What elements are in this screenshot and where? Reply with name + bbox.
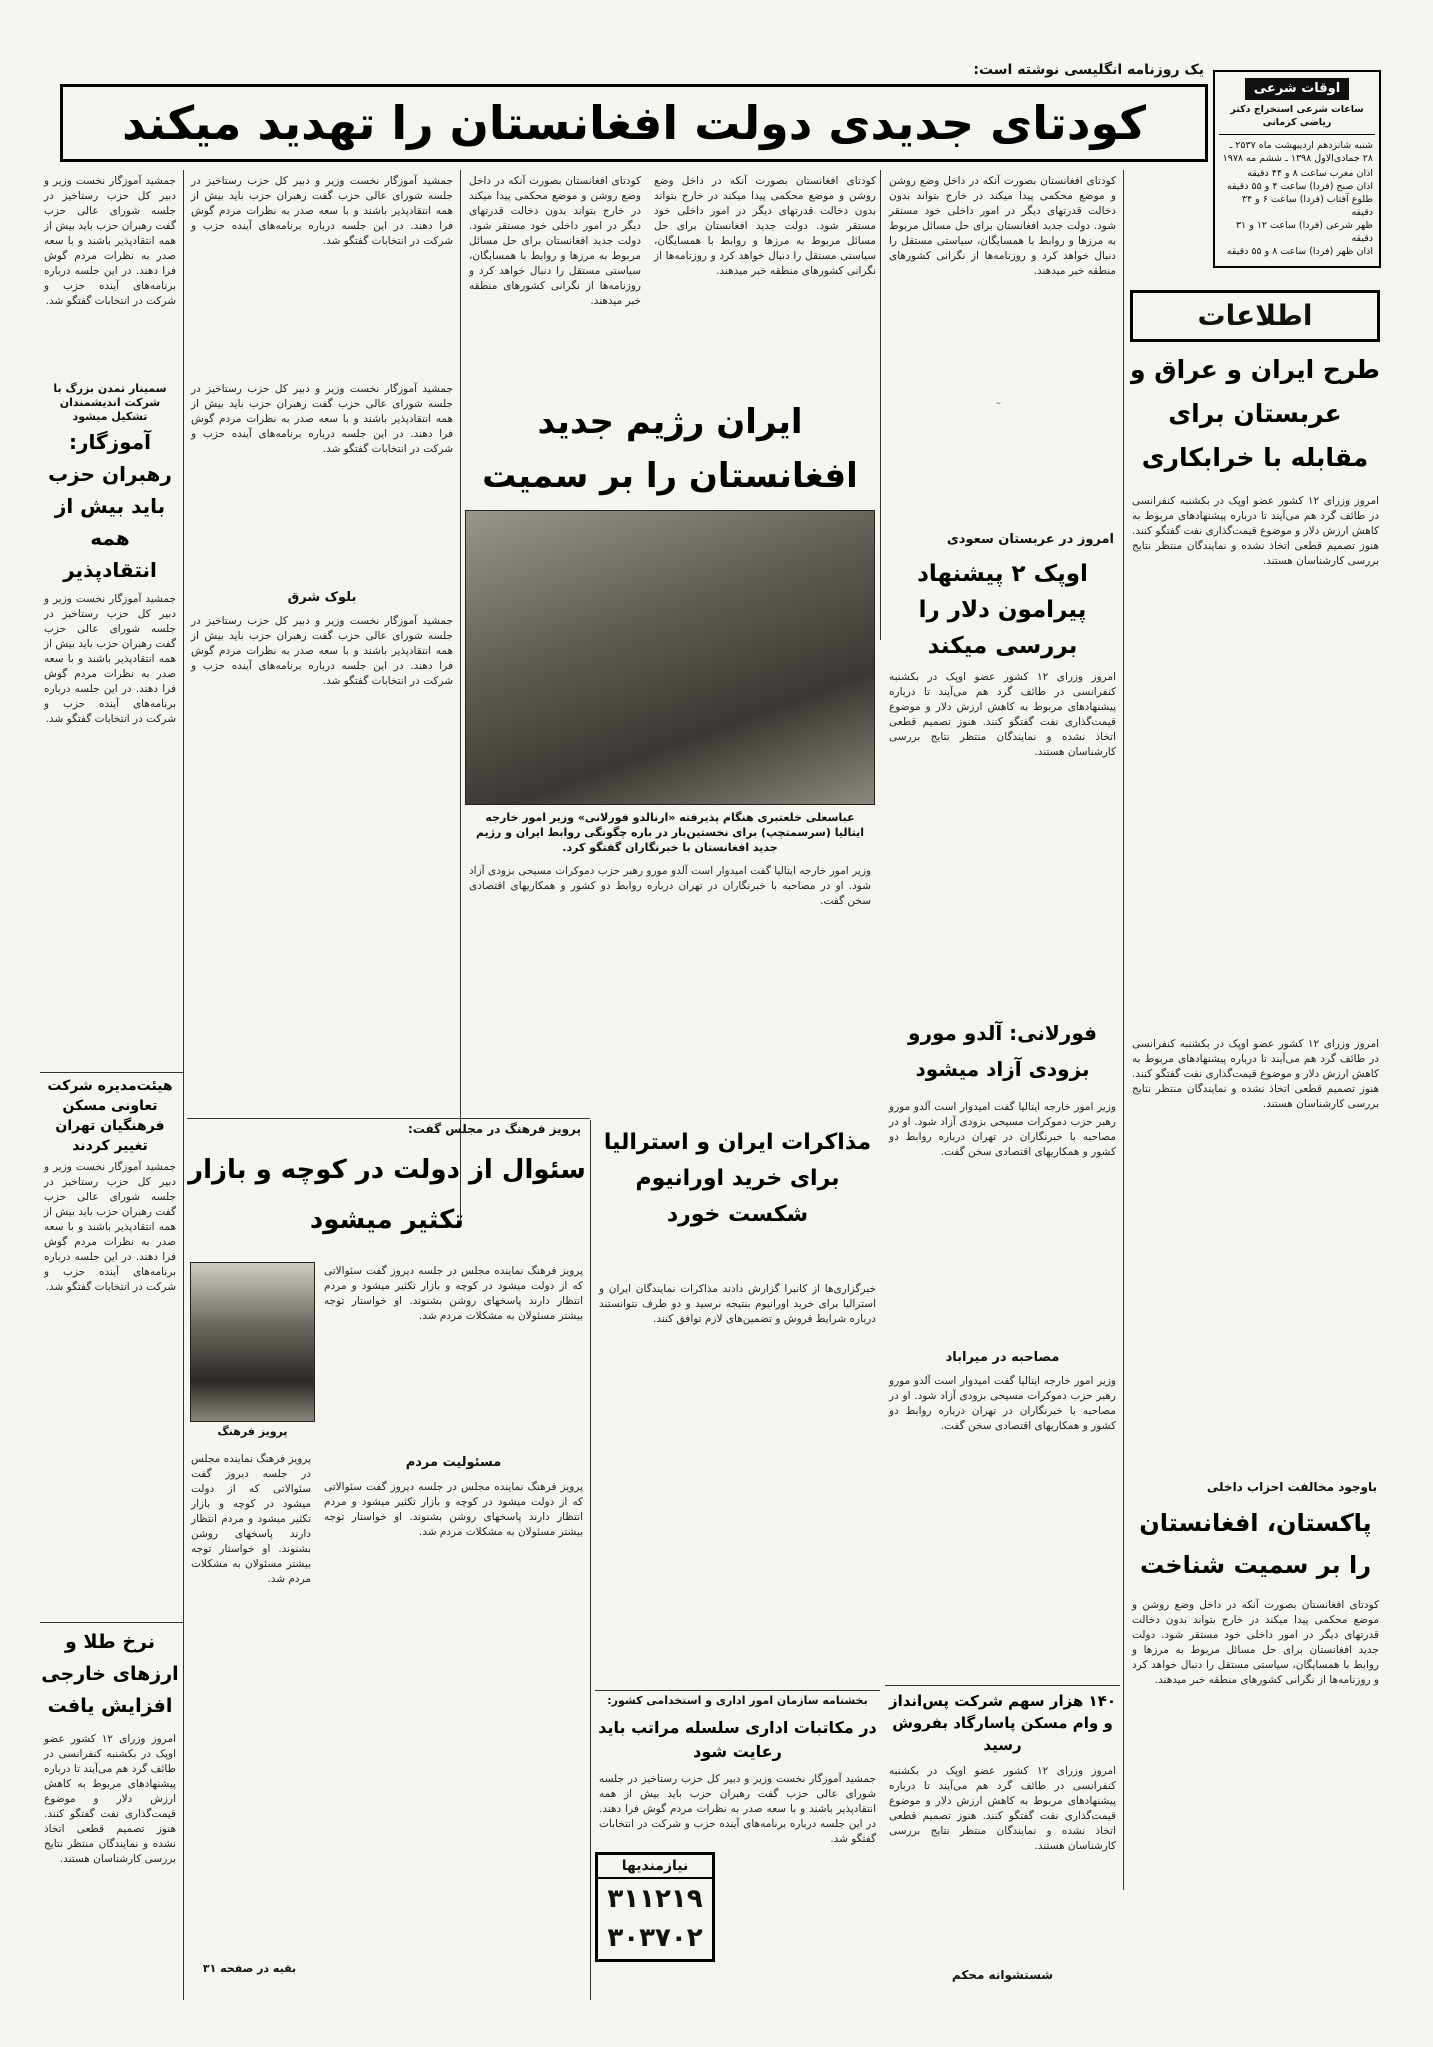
body-text-a2: کودتای افغانستان بصورت آنکه در داخل وضع روشن و موضع محکمی پیدا میکند در خارج بتواند بدون دخالت قدرتهای دیگر در امور داخلی خود مستقر شود. دولت جدید افغانستان برای حل مسائل مربوط به مرزها و روابط با همسایگان، سیاستی مستقل را دنبال خواهد کرد و روزنامه‌ها از نگرانی کشورهای منطقه خبر میدهند.: [654, 175, 876, 277]
forlani-headline: فورلانی: آلدو مورو بزودی آزاد میشود: [908, 1021, 1097, 1081]
cooperative-headline: هیئت‌مدیره شرکت تعاونی مسکن فرهنگیان تهران تغییر کردند: [47, 1078, 173, 1154]
iran-afghan-headline: ایران رژیم جدید افغانستان را بر سمیت: [482, 402, 858, 496]
civil-service-kicker: بخشنامه سازمان امور اداری و استخدامی کشور:: [607, 1694, 868, 1707]
masthead-headline: کودتای جدیدی دولت افغانستان را تهدید میکند: [60, 84, 1208, 162]
gold-headline: نرخ طلا و ارزهای خارجی افزایش یافت: [41, 1631, 179, 1717]
pakistan-headline: پاکستان، افغانستان را بر سمیت شناخت: [1139, 1509, 1372, 1579]
amouzegar-headline: آموزگار: رهبران حزب باید بیش از همه انتقادپذیر: [48, 430, 172, 582]
amouzegar-kicker: سمینار تمدن بزرگ با شرکت اندیشمندان تشکیل میشود: [53, 382, 167, 423]
calendar-time-4: اذان ظهر (فردا) ساعت ۸ و ۵۵ دقیقه: [1226, 246, 1373, 257]
opec-headline: اوپک ۲ پیشنهاد پیرامون دلار را بررسی میکند: [917, 561, 1088, 659]
opec-kicker: امروز در عربستان سعودی: [946, 532, 1114, 547]
ads-phone-1: ۳۱۱۲۱۹: [607, 1884, 703, 1914]
calendar-box: [1213, 70, 1381, 268]
body-text-a3: کودتای افغانستان بصورت آنکه در داخل وضع روشن و موضع محکمی پیدا میکند در خارج بتواند بدون دخالت قدرتهای دیگر در امور داخلی خود مستقر شود. دولت جدید افغانستان برای حل مسائل مربوط به مرزها و روابط با همسایگان، سیاستی مستقل را دنبال خواهد کرد و روزنامه‌ها از نگرانی کشورهای منطقه خبر میدهند.: [469, 175, 641, 307]
ads-box[interactable]: [595, 1852, 715, 1962]
body-text-a: کودتای افغانستان بصورت آنکه در داخل وضع روشن و موضع محکمی پیدا میکند در خارج بتواند بدون دخالت قدرتهای دیگر در امور داخلی خود مستقر شود. دولت جدید افغانستان برای حل مسائل مربوط به مرزها و روابط با همسایگان، سیاستی مستقل را دنبال خواهد کرد و روزنامه‌ها از نگرانی کشورهای منطقه خبر میدهند.: [889, 175, 1116, 277]
calendar-logo: اوقات شرعی: [1245, 78, 1349, 100]
ads-label: نیازمندیها: [598, 1855, 712, 1879]
body-text-c: جمشید آموزگار نخست وزیر و دبیر کل حزب رستاخیز در جلسه شورای عالی حزب گفت رهبران حزب باید بیش از همه انتقادپذیر باشند و با سعه صدر به نظرات مردم گوش فرا دهند. در این جلسه درباره برنامه‌های آینده حزب و شرکت در انتخابات گفتگو شد.: [191, 175, 453, 247]
iran-afghan-caption: عباسعلی خلعتبری هنگام پذیرفته «ارنالدو فورلانی» وزیر امور خارجه ایتالیا (سرسمتچپ) برای نخستین‌بار در باره چگونگی روابط ایران و رژیم جدید افغانستان با خبرنگاران گفتگو کرد.: [475, 811, 865, 854]
farhang-photo: [190, 1262, 315, 1422]
forlani-subhead: مصاحبه در میراباد: [945, 1350, 1060, 1365]
housing-body: امروز وزرای ۱۲ کشور عضو اوپک در بکشنبه کنفرانسی در طائف گرد هم می‌آیند تا درباره پیشنهادهای مربوط به کاهش ارزش دلار و موضوع قیمت‌گذاری نفت گفتگو کنند. هنوز تصمیم قطعی اتخاذ نشده و نمایندگان منتظر نتایج بررسی کارشناسان هستند.: [889, 1765, 1116, 1852]
forlani-body: وزیر امور خارجه ایتالیا گفت امیدوار است آلدو مورو رهبر حزب دموکرات مسیحی بزودی آزاد شود. او در مصاحبه با خبرنگاران در تهران درباره روابط دو کشور و همکاریهای اقتصادی سخن گفت.: [889, 1101, 1116, 1158]
question-body-1: پرویز فرهنگ نماینده مجلس در جلسه دیروز گفت سئوالاتی که از دولت میشود در کوچه و بازار تکثیر میشود و مردم انتظار دارند پاسخهای روشن بشنوند. او خواستار توجه بیشتر مسئولان به مشکلات مردم شد.: [324, 1265, 583, 1322]
cooperative-body: جمشید آموزگار نخست وزیر و دبیر کل حزب رستاخیز در جلسه شورای عالی حزب گفت رهبران حزب باید بیش از همه انتقادپذیر باشند و با سعه صدر به نظرات مردم گوش فرا دهند. در این جلسه درباره برنامه‌های آینده حزب و شرکت در انتخابات گفتگو شد.: [44, 1161, 176, 1293]
gold-footer: بقیه در صفحه ۳۱: [202, 1962, 297, 1975]
calendar-date: شنبه شانزدهم اردیبهشت ماه ۲۵۳۷ ـ ۲۸ جمادی‌الاول ۱۳۹۸ ـ ششم مه ۱۹۷۸: [1222, 140, 1373, 164]
question-subhead: مسئولیت مردم: [405, 1455, 502, 1470]
question-headline: سئوال از دولت در کوچه و بازار تکثیر میشود: [188, 1155, 586, 1235]
opec-body: امروز وزرای ۱۲ کشور عضو اوپک در بکشنبه کنفرانسی در طائف گرد هم می‌آیند تا درباره پیشنهادهای مربوط به کاهش ارزش دلار و موضوع قیمت‌گذاری نفت گفتگو کنند. هنوز تصمیم قطعی اتخاذ نشده و نمایندگان منتظر نتایج بررسی کارشناسان هستند.: [889, 671, 1116, 758]
gold-body: امروز وزرای ۱۲ کشور عضو اوپک در بکشنبه کنفرانسی در طائف گرد هم می‌آیند تا درباره پیشنهادهای مربوط به کاهش ارزش دلار و موضوع قیمت‌گذاری نفت گفتگو کنند. هنوز تصمیم قطعی اتخاذ نشده و نمایندگان منتظر نتایج بررسی کارشناسان هستند.: [44, 1733, 176, 1865]
pakistan-body: کودتای افغانستان بصورت آنکه در داخل وضع روشن و موضع محکمی پیدا میکند در خارج بتواند بدون دخالت قدرتهای دیگر در امور داخلی خود مستقر شود. دولت جدید افغانستان برای حل مسائل مربوط به مرزها و روابط با همسایگان، سیاستی مستقل را دنبال خواهد کرد و روزنامه‌ها از نگرانی کشورهای منطقه خبر میدهند.: [1132, 1599, 1379, 1686]
masthead-kicker: یک روزنامه انگلیسی نوشته است:: [973, 62, 1204, 78]
australia-body: خبرگزاری‌ها از کانبرا گزارش دادند مذاکرات نمایندگان ایران و استرالیا برای خرید اورانیوم بنتیجه نرسید و دو طرف نتوانستند درباره شرایط فروش و تضمین‌های لازم توافق کنند.: [599, 1283, 876, 1325]
bloc-subhead: بلوک شرق: [287, 590, 357, 605]
calendar-source: ساعات شرعی استخراج دکتر ریاضی کرمانی: [1230, 104, 1364, 128]
forlani-khalatbari-photo: [465, 510, 875, 805]
farhang-photo-caption: پرویز فرهنگ: [217, 1425, 288, 1438]
diplomatic-banner: اطلاعات: [1130, 290, 1380, 342]
body-text-c2: جمشید آموزگار نخست وزیر و دبیر کل حزب رستاخیز در جلسه شورای عالی حزب گفت رهبران حزب باید بیش از همه انتقادپذیر باشند و با سعه صدر به نظرات مردم گوش فرا دهند. در این جلسه درباره برنامه‌های آینده حزب و شرکت در انتخابات گفتگو شد.: [44, 175, 176, 307]
calendar-time-2: طلوع آفتاب (فردا) ساعت ۶ و ۳۴ دقیقه: [1241, 194, 1373, 218]
diplomatic-body: امروز وزرای ۱۲ کشور عضو اوپک در بکشنبه کنفرانسی در طائف گرد هم می‌آیند تا درباره پیشنهادهای مربوط به کاهش ارزش دلار و موضوع قیمت‌گذاری نفت گفتگو کنند. هنوز تصمیم قطعی اتخاذ نشده و نمایندگان منتظر نتایج بررسی کارشناسان هستند.: [1132, 495, 1379, 567]
iran-afghan-body-right: [885, 400, 1120, 404]
calendar-time-1: اذان صبح (فردا) ساعت ۴ و ۵۵ دقیقه: [1226, 181, 1373, 192]
calendar-time-3: ظهر شرعی (فردا) ساعت ۱۲ و ۳۱ دقیقه: [1235, 220, 1373, 244]
diplomatic-headline: طرح ایران و عراق و عربستان برای مقابله با خرابکاری: [1130, 355, 1380, 472]
body-text-c3: جمشید آموزگار نخست وزیر و دبیر کل حزب رستاخیز در جلسه شورای عالی حزب گفت رهبران حزب باید بیش از همه انتقادپذیر باشند و با سعه صدر به نظرات مردم گوش فرا دهند. در این جلسه درباره برنامه‌های آینده حزب و شرکت در انتخابات گفتگو شد.: [191, 383, 453, 455]
australia-headline: مذاکرات ایران و استرالیا برای خرید اورانیوم شکست خورد: [603, 1130, 872, 1227]
amouzegar-body: جمشید آموزگار نخست وزیر و دبیر کل حزب رستاخیز در جلسه شورای عالی حزب گفت رهبران حزب باید بیش از همه انتقادپذیر باشند و با سعه صدر به نظرات مردم گوش فرا دهند. در این جلسه درباره برنامه‌های آینده حزب و شرکت در انتخابات گفتگو شد.: [44, 593, 176, 725]
forlani-body-2: وزیر امور خارجه ایتالیا گفت امیدوار است آلدو مورو رهبر حزب دموکرات مسیحی بزودی آزاد شود. او در مصاحبه با خبرنگاران در تهران درباره روابط دو کشور و همکاریهای اقتصادی سخن گفت.: [889, 1375, 1116, 1432]
iran-afghan-body-below: وزیر امور خارجه ایتالیا گفت امیدوار است آلدو مورو رهبر حزب دموکرات مسیحی بزودی آزاد شود. او در مصاحبه با خبرنگاران در تهران درباره روابط دو کشور و همکاریهای اقتصادی سخن گفت.: [469, 865, 871, 907]
question-body-3: پرویز فرهنگ نماینده مجلس در جلسه دیروز گفت سئوالاتی که از دولت میشود در کوچه و بازار تکثیر میشود و مردم انتظار دارند پاسخهای روشن بشنوند. او خواستار توجه بیشتر مسئولان به مشکلات مردم شد.: [324, 1481, 583, 1538]
housing-headline: ۱۴۰ هزار سهم شرکت پس‌انداز و وام مسکن پاسارگاد بفروش رسید: [888, 1692, 1117, 1754]
civil-service-body: جمشید آموزگار نخست وزیر و دبیر کل حزب رستاخیز در جلسه شورای عالی حزب گفت رهبران حزب باید بیش از همه انتقادپذیر باشند و با سعه صدر به نظرات مردم گوش فرا دهند. در این جلسه درباره برنامه‌های آینده حزب و شرکت در انتخابات گفتگو شد.: [599, 1773, 876, 1845]
ads-phone-2: ۳۰۳۷۰۲: [607, 1923, 703, 1953]
housing-subhead: شستشوانه محکم: [951, 1968, 1054, 1982]
body-text-c4: جمشید آموزگار نخست وزیر و دبیر کل حزب رستاخیز در جلسه شورای عالی حزب گفت رهبران حزب باید بیش از همه انتقادپذیر باشند و با سعه صدر به نظرات مردم گوش فرا دهند. در این جلسه درباره برنامه‌های آینده حزب و شرکت در انتخابات گفتگو شد.: [191, 615, 453, 687]
civil-service-headline: در مکاتبات اداری سلسله مراتب باید رعایت شود: [598, 1718, 877, 1761]
question-kicker: پرویز فرهنگ در مجلس گفت:: [407, 1122, 581, 1136]
calendar-time-0: اذان مغرب ساعت ۸ و ۴۴ دقیقه: [1247, 168, 1373, 179]
diplomatic-body-2: امروز وزرای ۱۲ کشور عضو اوپک در بکشنبه کنفرانسی در طائف گرد هم می‌آیند تا درباره پیشنهادهای مربوط به کاهش ارزش دلار و موضوع قیمت‌گذاری نفت گفتگو کنند. هنوز تصمیم قطعی اتخاذ نشده و نمایندگان منتظر نتایج بررسی کارشناسان هستند.: [1132, 1038, 1379, 1110]
pakistan-kicker: باوجود مخالفت احزاب داخلی: [1206, 1480, 1377, 1494]
question-body-2: پرویز فرهنگ نماینده مجلس در جلسه دیروز گفت سئوالاتی که از دولت میشود در کوچه و بازار تکثیر میشود و مردم انتظار دارند پاسخهای روشن بشنوند. او خواستار توجه بیشتر مسئولان به مشکلات مردم شد.: [191, 1453, 311, 1585]
